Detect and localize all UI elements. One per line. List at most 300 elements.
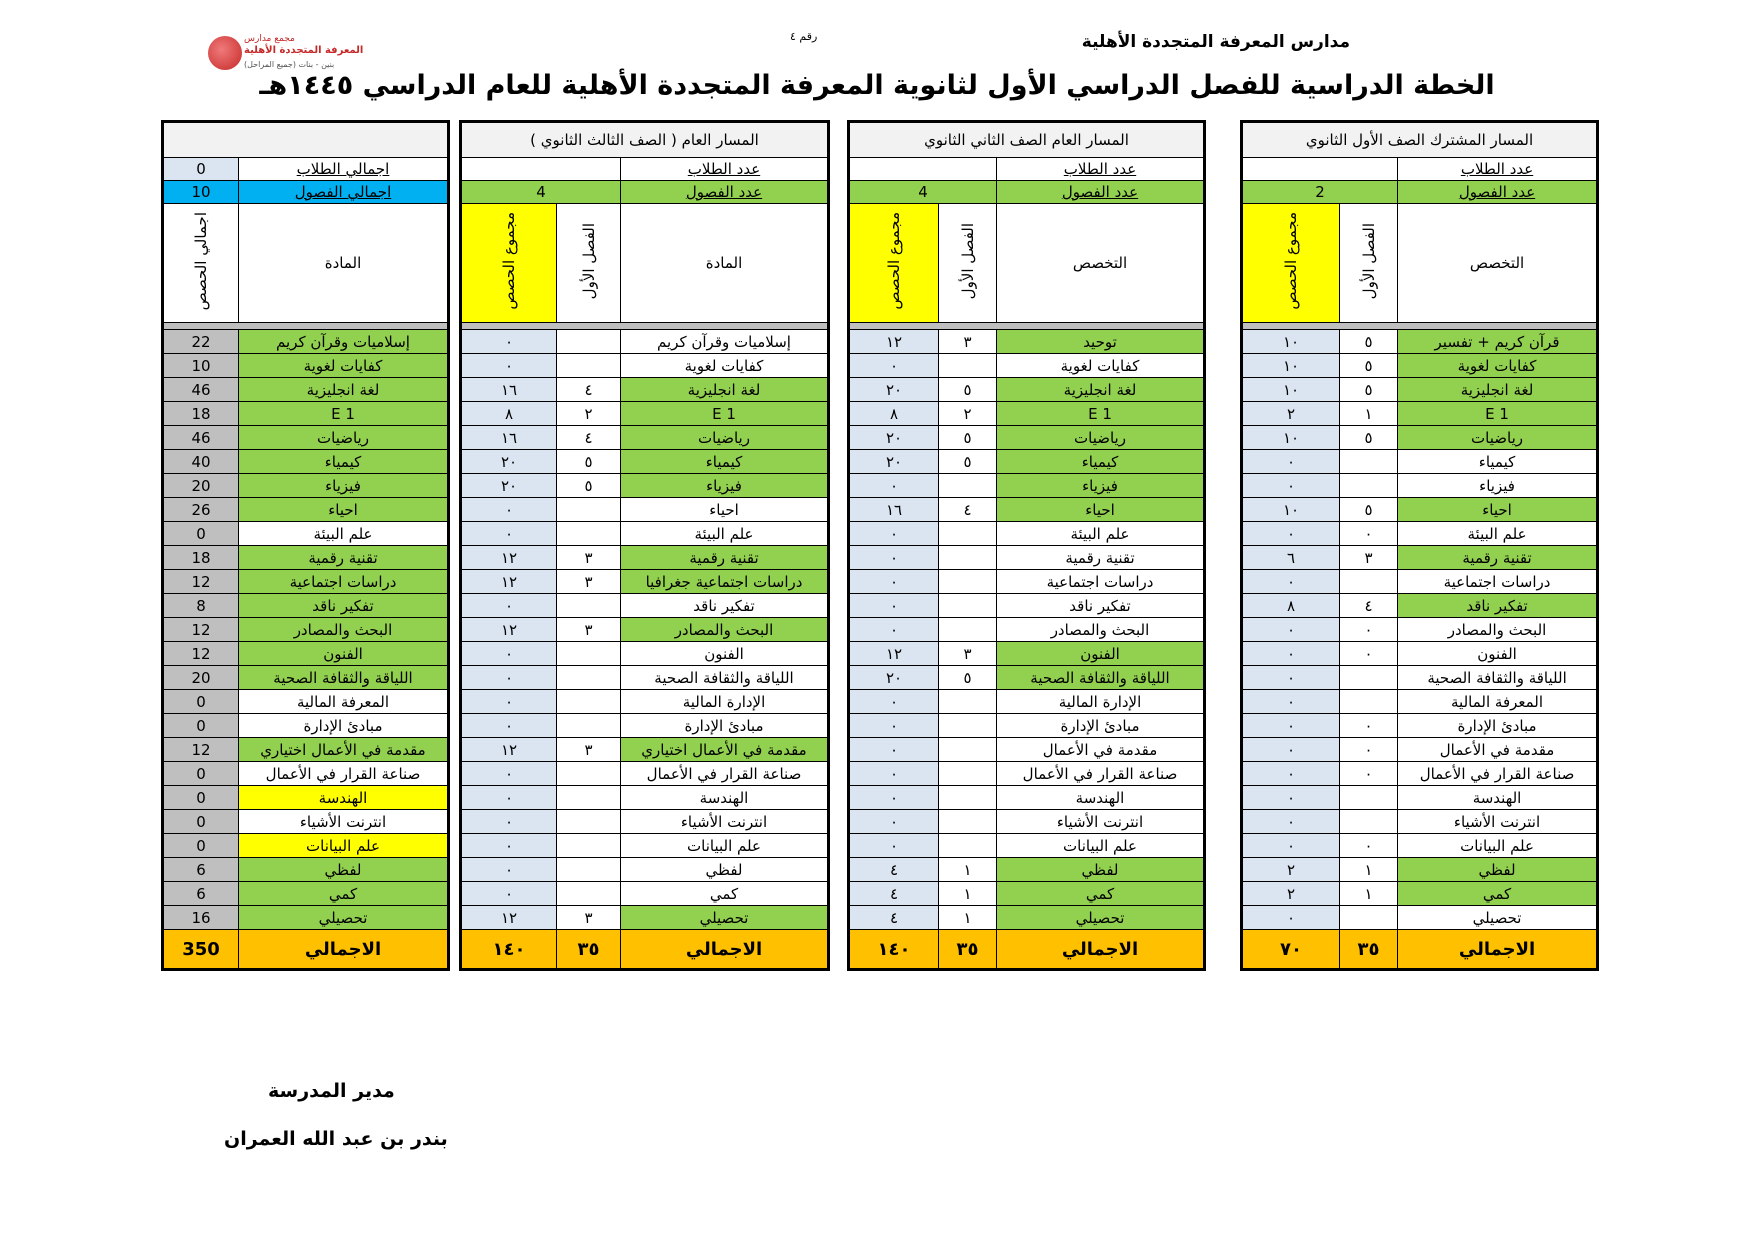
term-periods-cell — [1340, 690, 1398, 714]
subject-cell: البحث والمصادر — [239, 618, 449, 642]
grade2-row — [849, 450, 1205, 474]
grade2-row — [849, 522, 1205, 546]
total-periods-cell: 18 — [163, 546, 239, 570]
total-periods-cell: ٠ — [1242, 666, 1340, 690]
grade3-row — [461, 618, 829, 642]
subject-cell: إسلاميات وقرآن كريم — [239, 330, 449, 354]
grade1-row — [1242, 594, 1598, 618]
summary-total-label: الاجمالي — [239, 930, 449, 970]
grade1-row — [1242, 402, 1598, 426]
grade2-row — [849, 354, 1205, 378]
summary-row — [163, 594, 449, 618]
grade3-row — [461, 474, 829, 498]
subject-cell: علم البيئة — [239, 522, 449, 546]
total-periods-cell: ١٠ — [1242, 378, 1340, 402]
total-periods-cell: 0 — [163, 714, 239, 738]
subject-cell: علم البيانات — [1398, 834, 1598, 858]
summary-students-label: اجمالي الطلاب — [239, 158, 449, 181]
subject-cell: تحصيلي — [1398, 906, 1598, 930]
term-periods-cell — [939, 594, 997, 618]
subject-cell: تفكير ناقد — [621, 594, 829, 618]
subject-cell: كمي — [239, 882, 449, 906]
subject-cell: E 1 — [621, 402, 829, 426]
subject-cell: الهندسة — [621, 786, 829, 810]
grade3-row — [461, 882, 829, 906]
subject-cell: لفظي — [239, 858, 449, 882]
subject-cell: لغة انجليزية — [1398, 378, 1598, 402]
separator-row — [461, 323, 829, 330]
subject-cell: تفكير ناقد — [997, 594, 1205, 618]
total-periods-cell: 16 — [163, 906, 239, 930]
grade3-row — [461, 450, 829, 474]
grade2-total-sum: ١٤٠ — [849, 930, 939, 970]
total-periods-cell: 26 — [163, 498, 239, 522]
total-periods-cell: ٠ — [1242, 642, 1340, 666]
term-periods-cell: ٠ — [1340, 522, 1398, 546]
subject-cell: الهندسة — [1398, 786, 1598, 810]
subject-cell: علم البيانات — [621, 834, 829, 858]
subject-cell: دراسات اجتماعية — [997, 570, 1205, 594]
term-periods-cell — [557, 666, 621, 690]
grade1-row — [1242, 738, 1598, 762]
grade2-row — [849, 738, 1205, 762]
term-periods-cell — [939, 474, 997, 498]
term-periods-cell — [939, 546, 997, 570]
summary-rows — [163, 323, 449, 930]
subject-cell: فيزياء — [997, 474, 1205, 498]
total-periods-cell: ٠ — [1242, 690, 1340, 714]
grade1-row — [1242, 330, 1598, 354]
grade2-col-total: مجموع الحصص — [885, 212, 903, 310]
summary-col-subject: المادة — [239, 204, 449, 323]
term-periods-cell: ١ — [939, 858, 997, 882]
subject-cell: البحث والمصادر — [1398, 618, 1598, 642]
term-periods-cell — [557, 810, 621, 834]
subject-cell: كفايات لغوية — [1398, 354, 1598, 378]
total-periods-cell: 46 — [163, 378, 239, 402]
summary-row — [163, 330, 449, 354]
subject-cell: الفنون — [239, 642, 449, 666]
grade3-row — [461, 834, 829, 858]
logo-emblem-icon — [208, 36, 242, 70]
total-periods-cell: ٠ — [849, 690, 939, 714]
summary-row — [163, 642, 449, 666]
total-periods-cell: ١٠ — [1242, 330, 1340, 354]
grade1-row — [1242, 642, 1598, 666]
total-periods-cell: ١٦ — [461, 426, 557, 450]
total-periods-cell: ٠ — [849, 738, 939, 762]
subject-cell: مقدمة في الأعمال — [1398, 738, 1598, 762]
grade3-title: المسار العام ( الصف الثالث الثانوي ) — [461, 122, 829, 158]
grade2-row — [849, 402, 1205, 426]
term-periods-cell: ٤ — [1340, 594, 1398, 618]
subject-cell: الفنون — [1398, 642, 1598, 666]
separator-row — [849, 323, 1205, 330]
term-periods-cell: ٣ — [557, 618, 621, 642]
grade3-row — [461, 378, 829, 402]
term-periods-cell: ١ — [939, 882, 997, 906]
grade2-row — [849, 666, 1205, 690]
total-periods-cell: ٠ — [461, 810, 557, 834]
summary-title-blank — [163, 122, 449, 158]
grade2-row — [849, 882, 1205, 906]
total-periods-cell: 0 — [163, 834, 239, 858]
subject-cell: رياضيات — [621, 426, 829, 450]
subject-cell: E 1 — [997, 402, 1205, 426]
total-periods-cell: ٠ — [849, 546, 939, 570]
term-periods-cell — [939, 786, 997, 810]
term-periods-cell: ١ — [939, 906, 997, 930]
grade3-row — [461, 714, 829, 738]
term-periods-cell: ٣ — [1340, 546, 1398, 570]
total-periods-cell: ٢ — [1242, 402, 1340, 426]
total-periods-cell: ٨ — [1242, 594, 1340, 618]
grade3-row — [461, 642, 829, 666]
grade2-row — [849, 906, 1205, 930]
grade3-row — [461, 546, 829, 570]
term-periods-cell: ٠ — [1340, 762, 1398, 786]
grade1-col-subject: التخصص — [1398, 204, 1598, 323]
subject-cell: تحصيلي — [621, 906, 829, 930]
subject-cell: صناعة القرار في الأعمال — [621, 762, 829, 786]
subject-cell: كمي — [1398, 882, 1598, 906]
subject-cell: علم البيانات — [997, 834, 1205, 858]
grade3-row — [461, 330, 829, 354]
term-periods-cell — [1340, 570, 1398, 594]
logo-line-2: المعرفة المتجددة الأهلية — [244, 45, 364, 56]
summary-row — [163, 618, 449, 642]
total-periods-cell: ٠ — [849, 594, 939, 618]
subject-cell: الإدارة المالية — [997, 690, 1205, 714]
term-periods-cell — [557, 882, 621, 906]
term-periods-cell: ٤ — [557, 426, 621, 450]
summary-students-value: 0 — [163, 158, 239, 181]
grade1-row — [1242, 810, 1598, 834]
subject-cell: دراسات اجتماعية جغرافيا — [621, 570, 829, 594]
summary-table — [161, 120, 450, 971]
subject-cell: كيمياء — [621, 450, 829, 474]
term-periods-cell — [557, 594, 621, 618]
subject-cell: الفنون — [621, 642, 829, 666]
summary-row — [163, 690, 449, 714]
subject-cell: اللياقة والثقافة الصحية — [1398, 666, 1598, 690]
total-periods-cell: ٠ — [849, 762, 939, 786]
subject-cell: كفايات لغوية — [239, 354, 449, 378]
grade2-row — [849, 474, 1205, 498]
grade3-total-sum: ١٤٠ — [461, 930, 557, 970]
summary-row — [163, 570, 449, 594]
subject-cell: صناعة القرار في الأعمال — [1398, 762, 1598, 786]
grade3-col-total: مجموع الحصص — [500, 212, 518, 310]
total-periods-cell: ٠ — [1242, 810, 1340, 834]
subject-cell: الفنون — [997, 642, 1205, 666]
total-periods-cell: ١٢ — [461, 570, 557, 594]
separator-row — [1242, 323, 1598, 330]
total-periods-cell: ٠ — [461, 714, 557, 738]
grade2-row — [849, 618, 1205, 642]
total-periods-cell: ٠ — [461, 522, 557, 546]
grade3-total-term: ٣٥ — [557, 930, 621, 970]
total-periods-cell: ١٠ — [1242, 354, 1340, 378]
total-periods-cell: ٢٠ — [461, 450, 557, 474]
total-periods-cell: 6 — [163, 882, 239, 906]
subject-cell: تقنية رقمية — [239, 546, 449, 570]
grade2-rows — [849, 323, 1205, 930]
subject-cell: كمي — [997, 882, 1205, 906]
total-periods-cell: ٠ — [461, 666, 557, 690]
grade1-row — [1242, 714, 1598, 738]
grade1-row — [1242, 906, 1598, 930]
subject-cell: E 1 — [1398, 402, 1598, 426]
subject-cell: كفايات لغوية — [621, 354, 829, 378]
subject-cell: انترنت الأشياء — [621, 810, 829, 834]
grade2-row — [849, 834, 1205, 858]
term-periods-cell: ٥ — [1340, 498, 1398, 522]
subject-cell: تقنية رقمية — [621, 546, 829, 570]
summary-row — [163, 498, 449, 522]
grade3-row — [461, 666, 829, 690]
subject-cell: انترنت الأشياء — [997, 810, 1205, 834]
summary-row — [163, 354, 449, 378]
subject-cell: مقدمة في الأعمال اختياري — [621, 738, 829, 762]
subject-cell: مقدمة في الأعمال — [997, 738, 1205, 762]
total-periods-cell: ٢ — [1242, 858, 1340, 882]
subject-cell: صناعة القرار في الأعمال — [997, 762, 1205, 786]
term-periods-cell — [939, 738, 997, 762]
total-periods-cell: ٠ — [1242, 786, 1340, 810]
grade3-row — [461, 570, 829, 594]
grade1-row — [1242, 882, 1598, 906]
total-periods-cell: ١٦ — [849, 498, 939, 522]
subject-cell: احياء — [1398, 498, 1598, 522]
total-periods-cell: ٠ — [461, 594, 557, 618]
grade1-table — [1240, 120, 1599, 971]
summary-row — [163, 738, 449, 762]
subject-cell: علم البيئة — [1398, 522, 1598, 546]
total-periods-cell: ٢٠ — [461, 474, 557, 498]
total-periods-cell: ٢٠ — [849, 426, 939, 450]
grade2-students-value — [849, 158, 997, 181]
grade1-students-label: عدد الطلاب — [1398, 158, 1598, 181]
term-periods-cell: ٥ — [1340, 354, 1398, 378]
term-periods-cell: ٢ — [939, 402, 997, 426]
subject-cell: رياضيات — [1398, 426, 1598, 450]
total-periods-cell: 22 — [163, 330, 239, 354]
grade2-classes-label: عدد الفصول — [997, 181, 1205, 204]
total-periods-cell: 10 — [163, 354, 239, 378]
term-periods-cell — [1340, 786, 1398, 810]
grade1-row — [1242, 522, 1598, 546]
grade1-row — [1242, 762, 1598, 786]
subject-cell: اللياقة والثقافة الصحية — [621, 666, 829, 690]
school-name: مدارس المعرفة المتجددة الأهلية — [1081, 32, 1350, 52]
subject-cell: لغة انجليزية — [621, 378, 829, 402]
grade3-row — [461, 354, 829, 378]
grade3-row — [461, 762, 829, 786]
total-periods-cell: ٤ — [849, 882, 939, 906]
summary-total-sum: 350 — [163, 930, 239, 970]
term-periods-cell — [939, 714, 997, 738]
subject-cell: لفظي — [1398, 858, 1598, 882]
grade3-row — [461, 594, 829, 618]
grade1-row — [1242, 474, 1598, 498]
term-periods-cell — [939, 522, 997, 546]
summary-row — [163, 378, 449, 402]
grade1-row — [1242, 450, 1598, 474]
term-periods-cell: ٠ — [1340, 738, 1398, 762]
subject-cell: المعرفة المالية — [239, 690, 449, 714]
summary-row — [163, 762, 449, 786]
grade1-row — [1242, 690, 1598, 714]
total-periods-cell: ١٢ — [849, 642, 939, 666]
term-periods-cell: ٥ — [1340, 378, 1398, 402]
subject-cell: انترنت الأشياء — [1398, 810, 1598, 834]
total-periods-cell: ١٦ — [461, 378, 557, 402]
total-periods-cell: 12 — [163, 738, 239, 762]
summary-row — [163, 906, 449, 930]
subject-cell: كفايات لغوية — [997, 354, 1205, 378]
grade3-students-value — [461, 158, 621, 181]
total-periods-cell: 20 — [163, 474, 239, 498]
total-periods-cell: ٠ — [1242, 474, 1340, 498]
total-periods-cell: 0 — [163, 786, 239, 810]
subject-cell: توحيد — [997, 330, 1205, 354]
grade2-row — [849, 378, 1205, 402]
subject-cell: البحث والمصادر — [997, 618, 1205, 642]
grade2-students-label: عدد الطلاب — [997, 158, 1205, 181]
total-periods-cell: ٢٠ — [849, 666, 939, 690]
summary-row — [163, 522, 449, 546]
grade3-row — [461, 426, 829, 450]
grade2-row — [849, 642, 1205, 666]
subject-cell: دراسات اجتماعية — [239, 570, 449, 594]
subject-cell: علم البيئة — [997, 522, 1205, 546]
grade2-row — [849, 786, 1205, 810]
grade1-classes-label: عدد الفصول — [1398, 181, 1598, 204]
subject-cell: الإدارة المالية — [621, 690, 829, 714]
grade1-row — [1242, 786, 1598, 810]
grade3-row — [461, 786, 829, 810]
term-periods-cell — [557, 690, 621, 714]
term-periods-cell — [939, 690, 997, 714]
term-periods-cell — [939, 762, 997, 786]
grade2-row — [849, 330, 1205, 354]
total-periods-cell: 40 — [163, 450, 239, 474]
summary-row — [163, 882, 449, 906]
grade1-row — [1242, 354, 1598, 378]
term-periods-cell: ٣ — [939, 330, 997, 354]
subject-cell: دراسات اجتماعية — [1398, 570, 1598, 594]
grade2-classes-value: 4 — [849, 181, 997, 204]
total-periods-cell: ٠ — [849, 354, 939, 378]
total-periods-cell: 46 — [163, 426, 239, 450]
term-periods-cell: ٣ — [557, 906, 621, 930]
grade1-students-value — [1242, 158, 1398, 181]
term-periods-cell: ١ — [1340, 858, 1398, 882]
term-periods-cell — [939, 570, 997, 594]
summary-row — [163, 714, 449, 738]
total-periods-cell: ١٢ — [461, 906, 557, 930]
subject-cell: مبادئ الإدارة — [997, 714, 1205, 738]
term-periods-cell: ٤ — [939, 498, 997, 522]
grade3-row — [461, 906, 829, 930]
grade3-col-term: الفصل الأول — [579, 222, 598, 300]
term-periods-cell: ٥ — [1340, 426, 1398, 450]
total-periods-cell: ٢ — [1242, 882, 1340, 906]
term-periods-cell — [557, 834, 621, 858]
term-periods-cell: ٠ — [1340, 834, 1398, 858]
subject-cell: اللياقة والثقافة الصحية — [239, 666, 449, 690]
logo-line-1: مجمع مدارس — [244, 34, 295, 44]
total-periods-cell: ١٢ — [461, 618, 557, 642]
summary-col-total: اجمالي الحصص — [192, 211, 210, 311]
summary-row — [163, 786, 449, 810]
term-periods-cell — [1340, 906, 1398, 930]
term-periods-cell — [557, 330, 621, 354]
total-periods-cell: ٢٠ — [849, 378, 939, 402]
summary-classes-label: اجمالي الفصول — [239, 181, 449, 204]
term-periods-cell: ٤ — [557, 378, 621, 402]
grade3-row — [461, 498, 829, 522]
total-periods-cell: ٠ — [849, 570, 939, 594]
total-periods-cell: ٠ — [849, 810, 939, 834]
subject-cell: كمي — [621, 882, 829, 906]
term-periods-cell: ١ — [1340, 402, 1398, 426]
term-periods-cell — [557, 714, 621, 738]
subject-cell: احياء — [239, 498, 449, 522]
total-periods-cell: ٦ — [1242, 546, 1340, 570]
total-periods-cell: ١٢ — [461, 546, 557, 570]
term-periods-cell: ٥ — [939, 378, 997, 402]
subject-cell: احياء — [997, 498, 1205, 522]
term-periods-cell — [939, 354, 997, 378]
total-periods-cell: ٠ — [461, 330, 557, 354]
logo-line-3: بنين - بنات (جميع المراحل) — [244, 60, 335, 69]
total-periods-cell: 20 — [163, 666, 239, 690]
grade2-row — [849, 546, 1205, 570]
total-periods-cell: ٠ — [461, 786, 557, 810]
total-periods-cell: ٠ — [1242, 762, 1340, 786]
total-periods-cell: 12 — [163, 618, 239, 642]
subject-cell: مبادئ الإدارة — [239, 714, 449, 738]
subject-cell: تفكير ناقد — [239, 594, 449, 618]
total-periods-cell: ٠ — [849, 834, 939, 858]
subject-cell: كيمياء — [239, 450, 449, 474]
subject-cell: E 1 — [239, 402, 449, 426]
total-periods-cell: ٠ — [849, 522, 939, 546]
subject-cell: مبادئ الإدارة — [1398, 714, 1598, 738]
grade2-row — [849, 762, 1205, 786]
term-periods-cell: ٥ — [939, 426, 997, 450]
subject-cell: إسلاميات وقرآن كريم — [621, 330, 829, 354]
summary-row — [163, 474, 449, 498]
grade1-row — [1242, 570, 1598, 594]
term-periods-cell — [939, 810, 997, 834]
subject-cell: مبادئ الإدارة — [621, 714, 829, 738]
subject-cell: كيمياء — [997, 450, 1205, 474]
separator-row — [163, 323, 449, 330]
summary-row — [163, 402, 449, 426]
term-periods-cell — [557, 858, 621, 882]
subject-cell: علم البيانات — [239, 834, 449, 858]
term-periods-cell — [1340, 474, 1398, 498]
subject-cell: اللياقة والثقافة الصحية — [997, 666, 1205, 690]
total-periods-cell: ٠ — [849, 714, 939, 738]
subject-cell: تحصيلي — [239, 906, 449, 930]
term-periods-cell — [557, 498, 621, 522]
grade3-classes-label: عدد الفصول — [621, 181, 829, 204]
page-title: الخطة الدراسية للفصل الدراسي الأول لثانوية المعرفة المتجددة الأهلية للعام الدراسي ١٤٤٥هـ — [259, 70, 1495, 101]
